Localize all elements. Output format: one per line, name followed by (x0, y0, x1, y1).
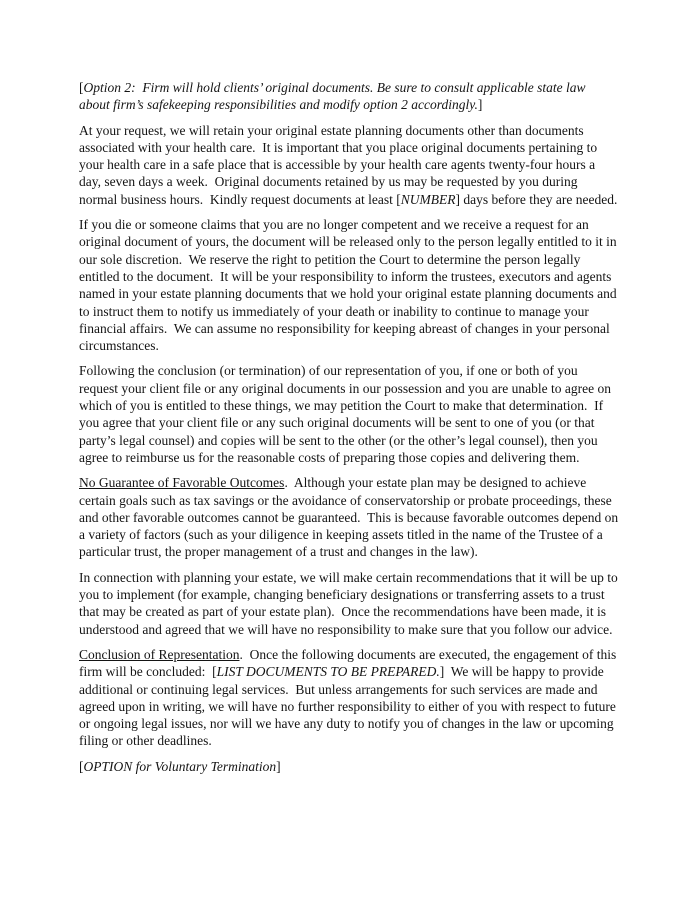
body-text-run: Following the conclusion (or termination) of our representation of you, if one or both of you request your client file or any original documents in our possession and you are unable to agree on which of you is entitled to these things, we may petition the Court to make that determination. If you agree that your client file or any such original documents will be sent to one of you (or that party’s legal counsel) and copies will be sent to the other (or the other’s legal counsel), then you agree to reimburse us for the reasonable costs of preparing those copies and delivering them. (79, 363, 615, 465)
paragraph-client-file-return (79, 362, 619, 466)
document-content (79, 79, 622, 783)
body-text-run: . Although your estate plan may be designed to achieve certain goals such as tax savings or the avoidance of conservatorship or probate proceedings, these and other favorable outcomes cannot be guaranteed. This is because favorable outcomes depend on a variety of factors (such as your diligence in keeping assets titled in the name of the Trustee of a particular trust, the proper management of a trust and changes in the law). (79, 475, 622, 560)
bracket-run: [ (79, 758, 84, 774)
body-text-run: If you die or someone claims that you are no longer competent and we receive a request for an original document of yours, the document will be released only to the person legally entitled to it in our sole discretion. We reserve the right to petition the Court to determine the person legally entitled to the document. It will be your responsibility to inform the trustees, executors and agents named in your estate planning documents that we hold your original estate planning documents and to instruct them to notify us immediately of your death or inability to continue to manage your financial affairs. We can assume no responsibility for keeping abreast of changes in your personal circumstances. (79, 217, 620, 354)
drafting-note-run: Option 2: Firm will hold clients’ original documents. Be sure to consult applicable state law about firm’s safekeeping responsibilities and modify option 2 accordingly. (79, 80, 589, 113)
section-heading-run: Conclusion of Representation (79, 646, 240, 662)
body-text-run: In connection with planning your estate, we will make certain recommendations that it will be up to you to implement (for example, changing beneficiary designations or transferring assets to a trust that may be created as part of your estate plan). Once the recommendations have been made, it is understood and agreed that we will have no responsibility to make sure that you follow our advice. (79, 569, 622, 637)
paragraph-option-2-drafting-note (79, 79, 619, 114)
bracket-run: ] (477, 97, 483, 113)
body-text-run: At your request, we will retain your original estate planning documents other than documents associated with your health care. It is important that you place original documents pertaining to your health care in a safe place that is accessible by your health care agents twenty-four hours a day, seven days a week. Original documents retained by us may be requested by you during normal business hours. Kindly request documents at least [ (79, 122, 601, 207)
paragraph-document-retention (79, 122, 619, 208)
body-text-run: . Once the following documents are executed, the engagement of this firm will be concluded: [ (79, 646, 620, 680)
body-text-run: ] days before they are needed. (455, 191, 618, 207)
paragraph-conclusion-of-representation (79, 646, 619, 750)
bracket-run: ] (276, 758, 281, 774)
bracket-run: [ (79, 80, 84, 95)
section-heading-run: No Guarantee of Favorable Outcomes (79, 475, 285, 491)
paragraph-voluntary-termination-option (79, 758, 619, 775)
body-text-run: ] We will be happy to provide additional or continuing legal services. But unless arrangements for such services are made and agreed upon in writing, we will have no further responsibility to either of you with respect to future or ongoing legal issues, nor will we have any duty to notify you of changes in the law or upcoming filing or other deadlines. (79, 664, 620, 749)
drafting-note-run: OPTION for Voluntary Termination (83, 758, 277, 774)
paragraph-recommendations (79, 569, 622, 638)
paragraph-no-guarantee (79, 474, 622, 560)
paragraph-document-release (79, 216, 619, 354)
placeholder-run: LIST DOCUMENTS TO BE PREPARED. (216, 664, 440, 680)
placeholder-run: NUMBER (400, 191, 456, 207)
